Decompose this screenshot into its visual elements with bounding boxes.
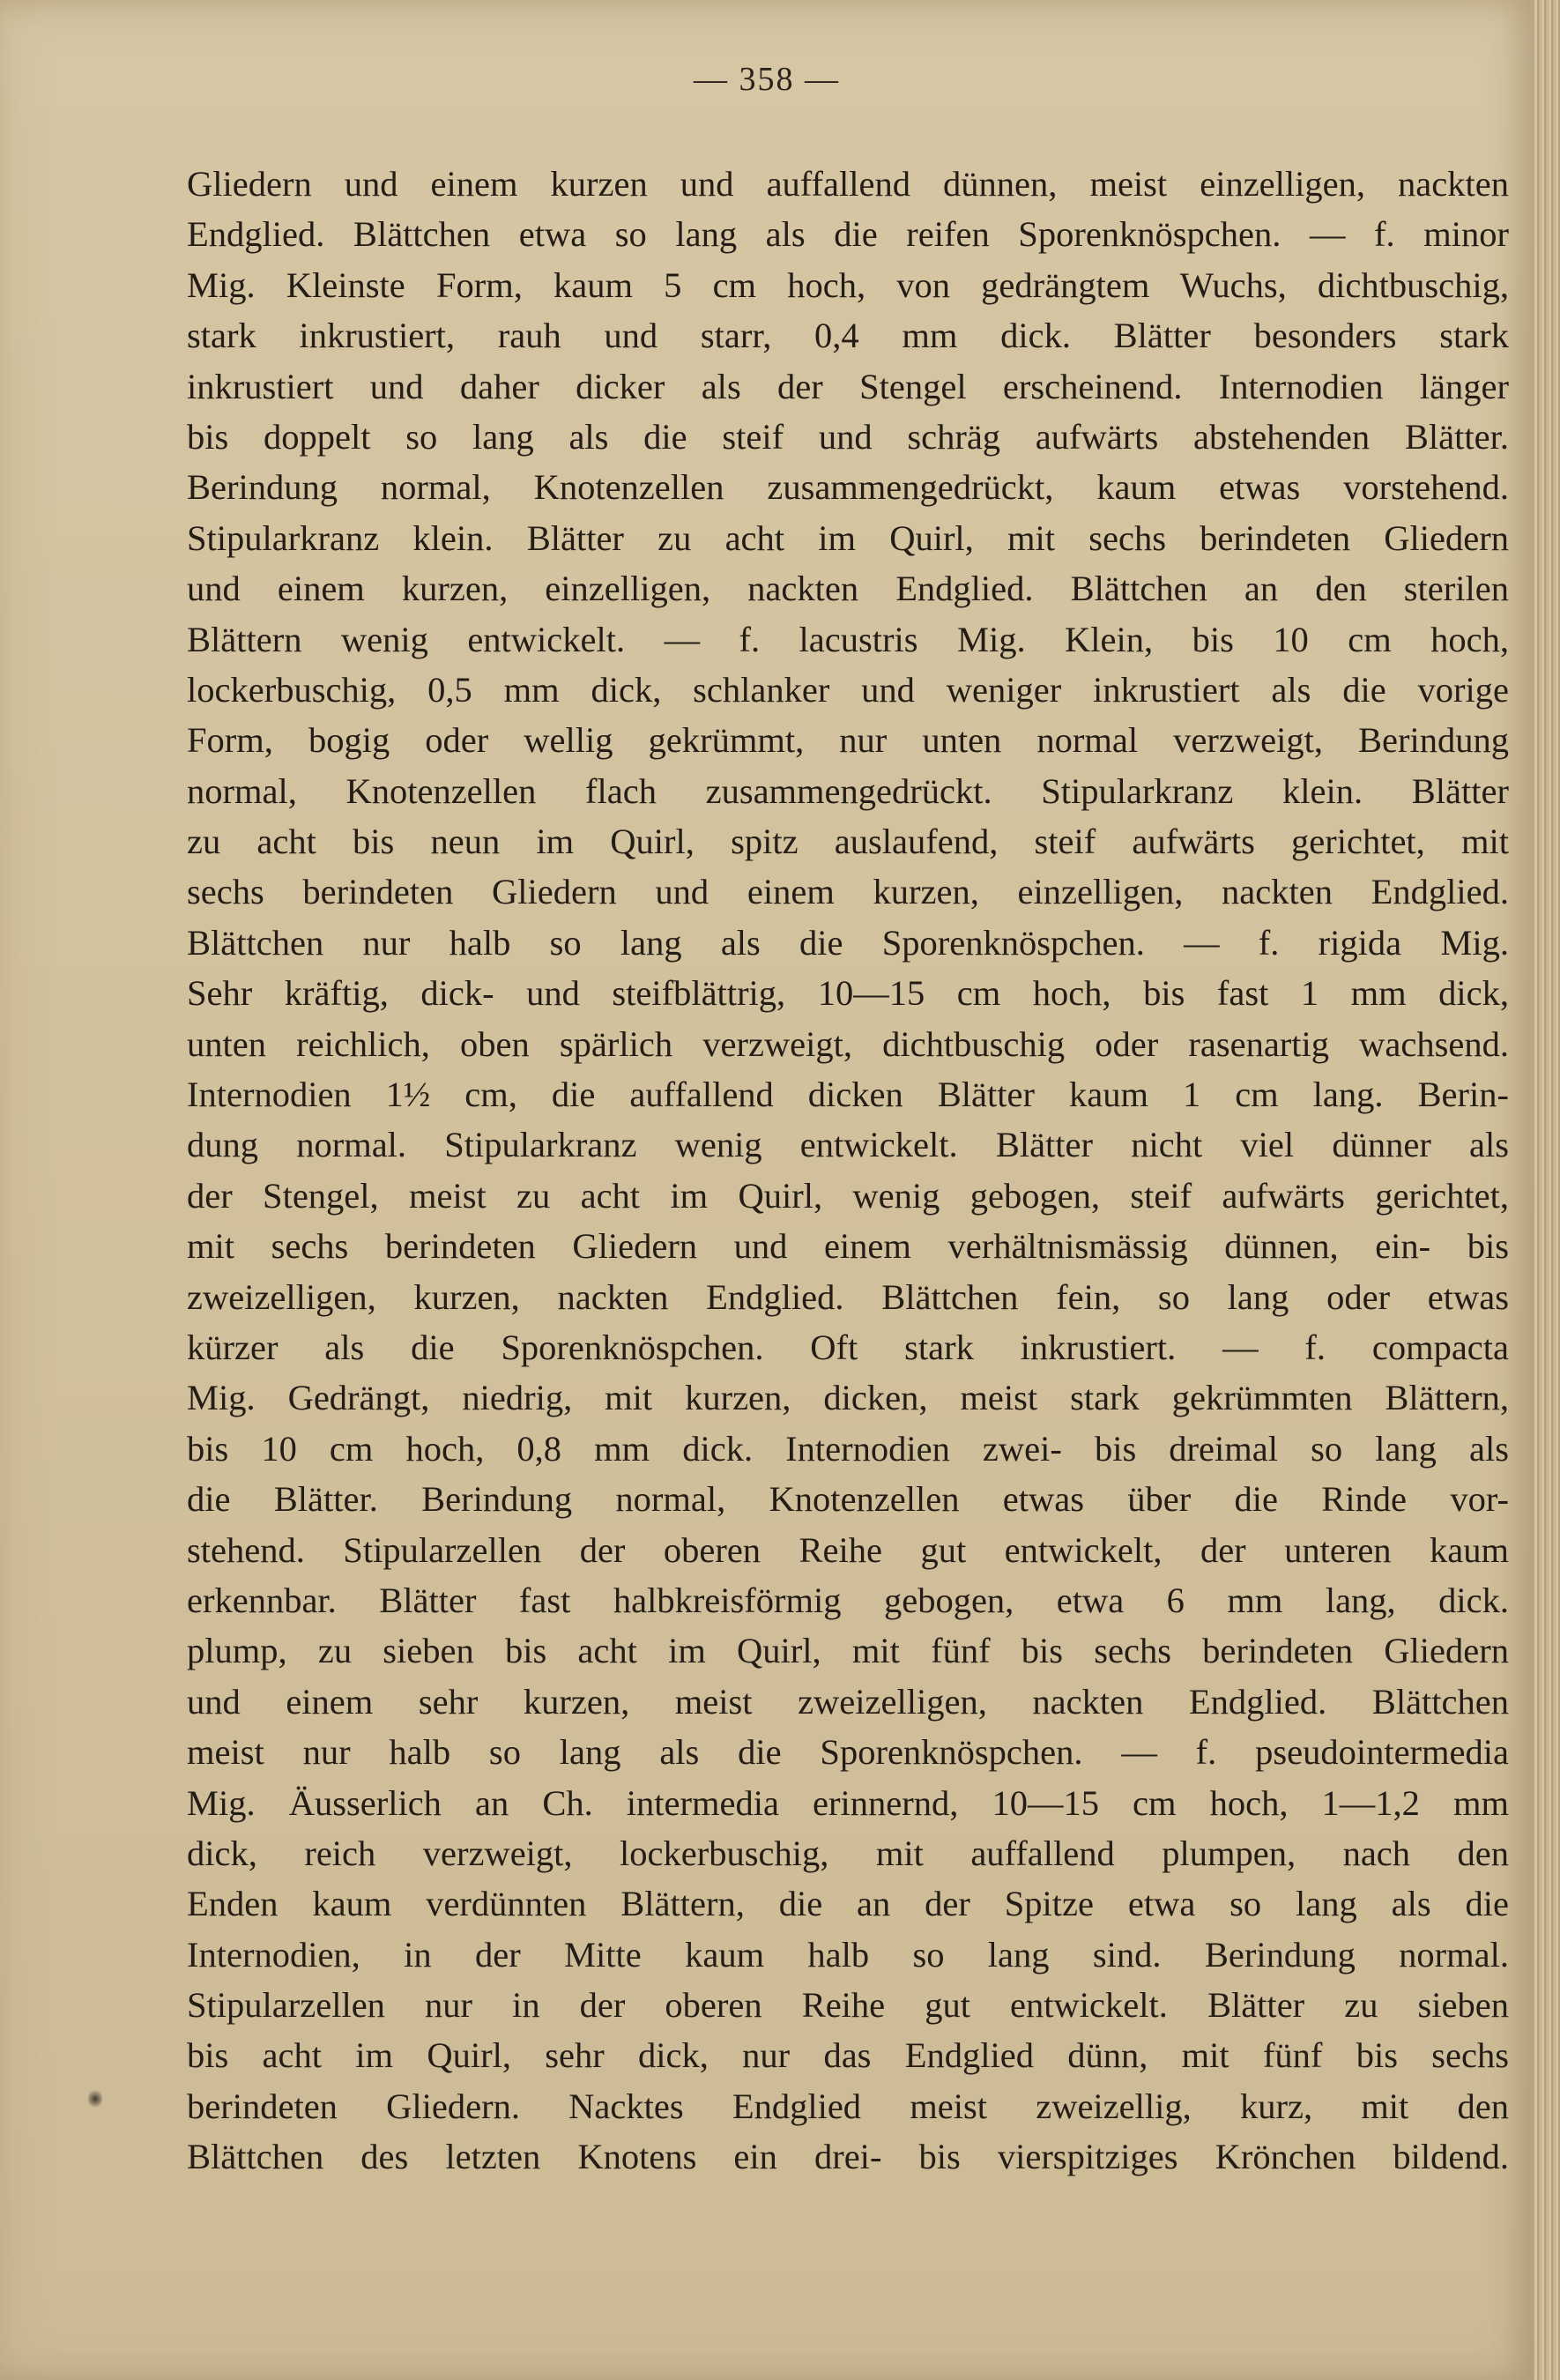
text-line: der Stengel, meist zu acht im Quirl, wenig gebogen, steif aufwärts gerichtet, <box>187 1175 1509 1216</box>
text-line: stark inkrustiert, rauh und starr, 0,4 mm dick. Blätter besonders stark <box>187 316 1509 356</box>
text-line: bis acht im Quirl, sehr dick, nur das Endglied dünn, mit fünf bis sechs <box>187 2035 1509 2076</box>
text-line: die Blätter. Berindung normal, Knotenzellen etwas über die Rinde vor- <box>187 1479 1509 1520</box>
text-line: Mig. Kleinste Form, kaum 5 cm hoch, von gedrängtem Wuchs, dichtbuschig, <box>187 264 1509 305</box>
text-line: Blättchen nur halb so lang als die Sporenknöspchen. — f. rigida Mig. <box>187 922 1509 963</box>
text-line: dung normal. Stipularkranz wenig entwickelt. Blätter nicht viel dünner als <box>187 1125 1509 1165</box>
text-line: Stipularkranz klein. Blätter zu acht im Quirl, mit sechs berindeten Gliedern <box>187 517 1509 558</box>
text-line: zweizelligen, kurzen, nackten Endglied. Blättchen fein, so lang oder etwas <box>187 1276 1509 1317</box>
text-line: zu acht bis neun im Quirl, spitz auslaufend, steif aufwärts gerichtet, mit <box>187 822 1509 862</box>
page-edge <box>1534 0 1560 2380</box>
text-line: und einem kurzen, einzelligen, nackten Endglied. Blättchen an den sterilen <box>187 569 1509 609</box>
text-line: meist nur halb so lang als die Sporenknöspchen. — f. pseudointermedia <box>187 1732 1509 1773</box>
text-line: Form, bogig oder wellig gekrümmt, nur unten normal verzweigt, Berindung <box>187 720 1509 761</box>
text-line: Endglied. Blättchen etwa so lang als die reifen Sporenknöspchen. — f. minor <box>187 214 1509 255</box>
text-line: stehend. Stipularzellen der oberen Reihe gut entwickelt, der unteren kaum <box>187 1529 1509 1570</box>
ink-spot <box>88 2089 102 2109</box>
text-line: Enden kaum verdünnten Blättern, die an der Spitze etwa so lang als die <box>187 1884 1509 1924</box>
text-line: lockerbuschig, 0,5 mm dick, schlanker und weniger inkrustiert als die vorige <box>187 669 1509 710</box>
text-line: sechs berindeten Gliedern und einem kurzen, einzelligen, nackten Endglied. <box>187 872 1509 912</box>
text-line: mit sechs berindeten Gliedern und einem verhältnismässig dünnen, ein- bis <box>187 1226 1509 1267</box>
text-line: dick, reich verzweigt, lockerbuschig, mit auffallend plumpen, nach den <box>187 1833 1509 1873</box>
text-line: unten reichlich, oben spärlich verzweigt, dichtbuschig oder rasenartig wachsend. <box>187 1023 1509 1064</box>
text-line: Blättern wenig entwickelt. — f. lacustris Mig. Klein, bis 10 cm hoch, <box>187 619 1509 659</box>
text-line: Internodien 1½ cm, die auffallend dicken Blätter kaum 1 cm lang. Berin- <box>187 1075 1509 1115</box>
text-line: berindeten Gliedern. Nacktes Endglied meist zweizellig, kurz, mit den <box>187 2086 1509 2126</box>
text-line: erkennbar. Blätter fast halbkreisförmig gebogen, etwa 6 mm lang, dick. <box>187 1580 1509 1620</box>
text-line: Mig. Äusserlich an Ch. intermedia erinnernd, 10—15 cm hoch, 1—1,2 mm <box>187 1782 1509 1823</box>
text-line: plump, zu sieben bis acht im Quirl, mit fünf bis sechs berindeten Gliedern <box>187 1631 1509 1671</box>
text-line: Gliedern und einem kurzen und auffallend dünnen, meist einzelligen, nackten <box>187 164 1509 204</box>
text-line: und einem sehr kurzen, meist zweizelligen, nackten Endglied. Blättchen <box>187 1681 1509 1722</box>
text-line: Mig. Gedrängt, niedrig, mit kurzen, dicken, meist stark gekrümmten Blättern, <box>187 1378 1509 1418</box>
text-line: kürzer als die Sporenknöspchen. Oft stark inkrustiert. — f. compacta <box>187 1327 1509 1367</box>
text-line: Stipularzellen nur in der oberen Reihe gut entwickelt. Blätter zu sieben <box>187 1985 1509 2026</box>
body-text <box>187 159 1509 2183</box>
text-line: Internodien, in der Mitte kaum halb so lang sind. Berindung normal. <box>187 1934 1509 1975</box>
text-line: Blättchen des letzten Knotens ein drei- bis vierspitziges Krönchen bildend. <box>187 2137 1509 2177</box>
text-line: bis doppelt so lang als die steif und schräg aufwärts abstehenden Blätter. <box>187 416 1509 457</box>
page-number: — 358 — <box>694 61 840 98</box>
text-line: Berindung normal, Knotenzellen zusammengedrückt, kaum etwas vorstehend. <box>187 467 1509 508</box>
text-line: bis 10 cm hoch, 0,8 mm dick. Internodien zwei- bis dreimal so lang als <box>187 1428 1509 1469</box>
text-line: normal, Knotenzellen flach zusammengedrückt. Stipularkranz klein. Blätter <box>187 770 1509 811</box>
text-line: Sehr kräftig, dick- und steifblättrig, 10—15 cm hoch, bis fast 1 mm dick, <box>187 973 1509 1014</box>
text-line: inkrustiert und daher dicker als der Stengel erscheinend. Internodien länger <box>187 366 1509 406</box>
